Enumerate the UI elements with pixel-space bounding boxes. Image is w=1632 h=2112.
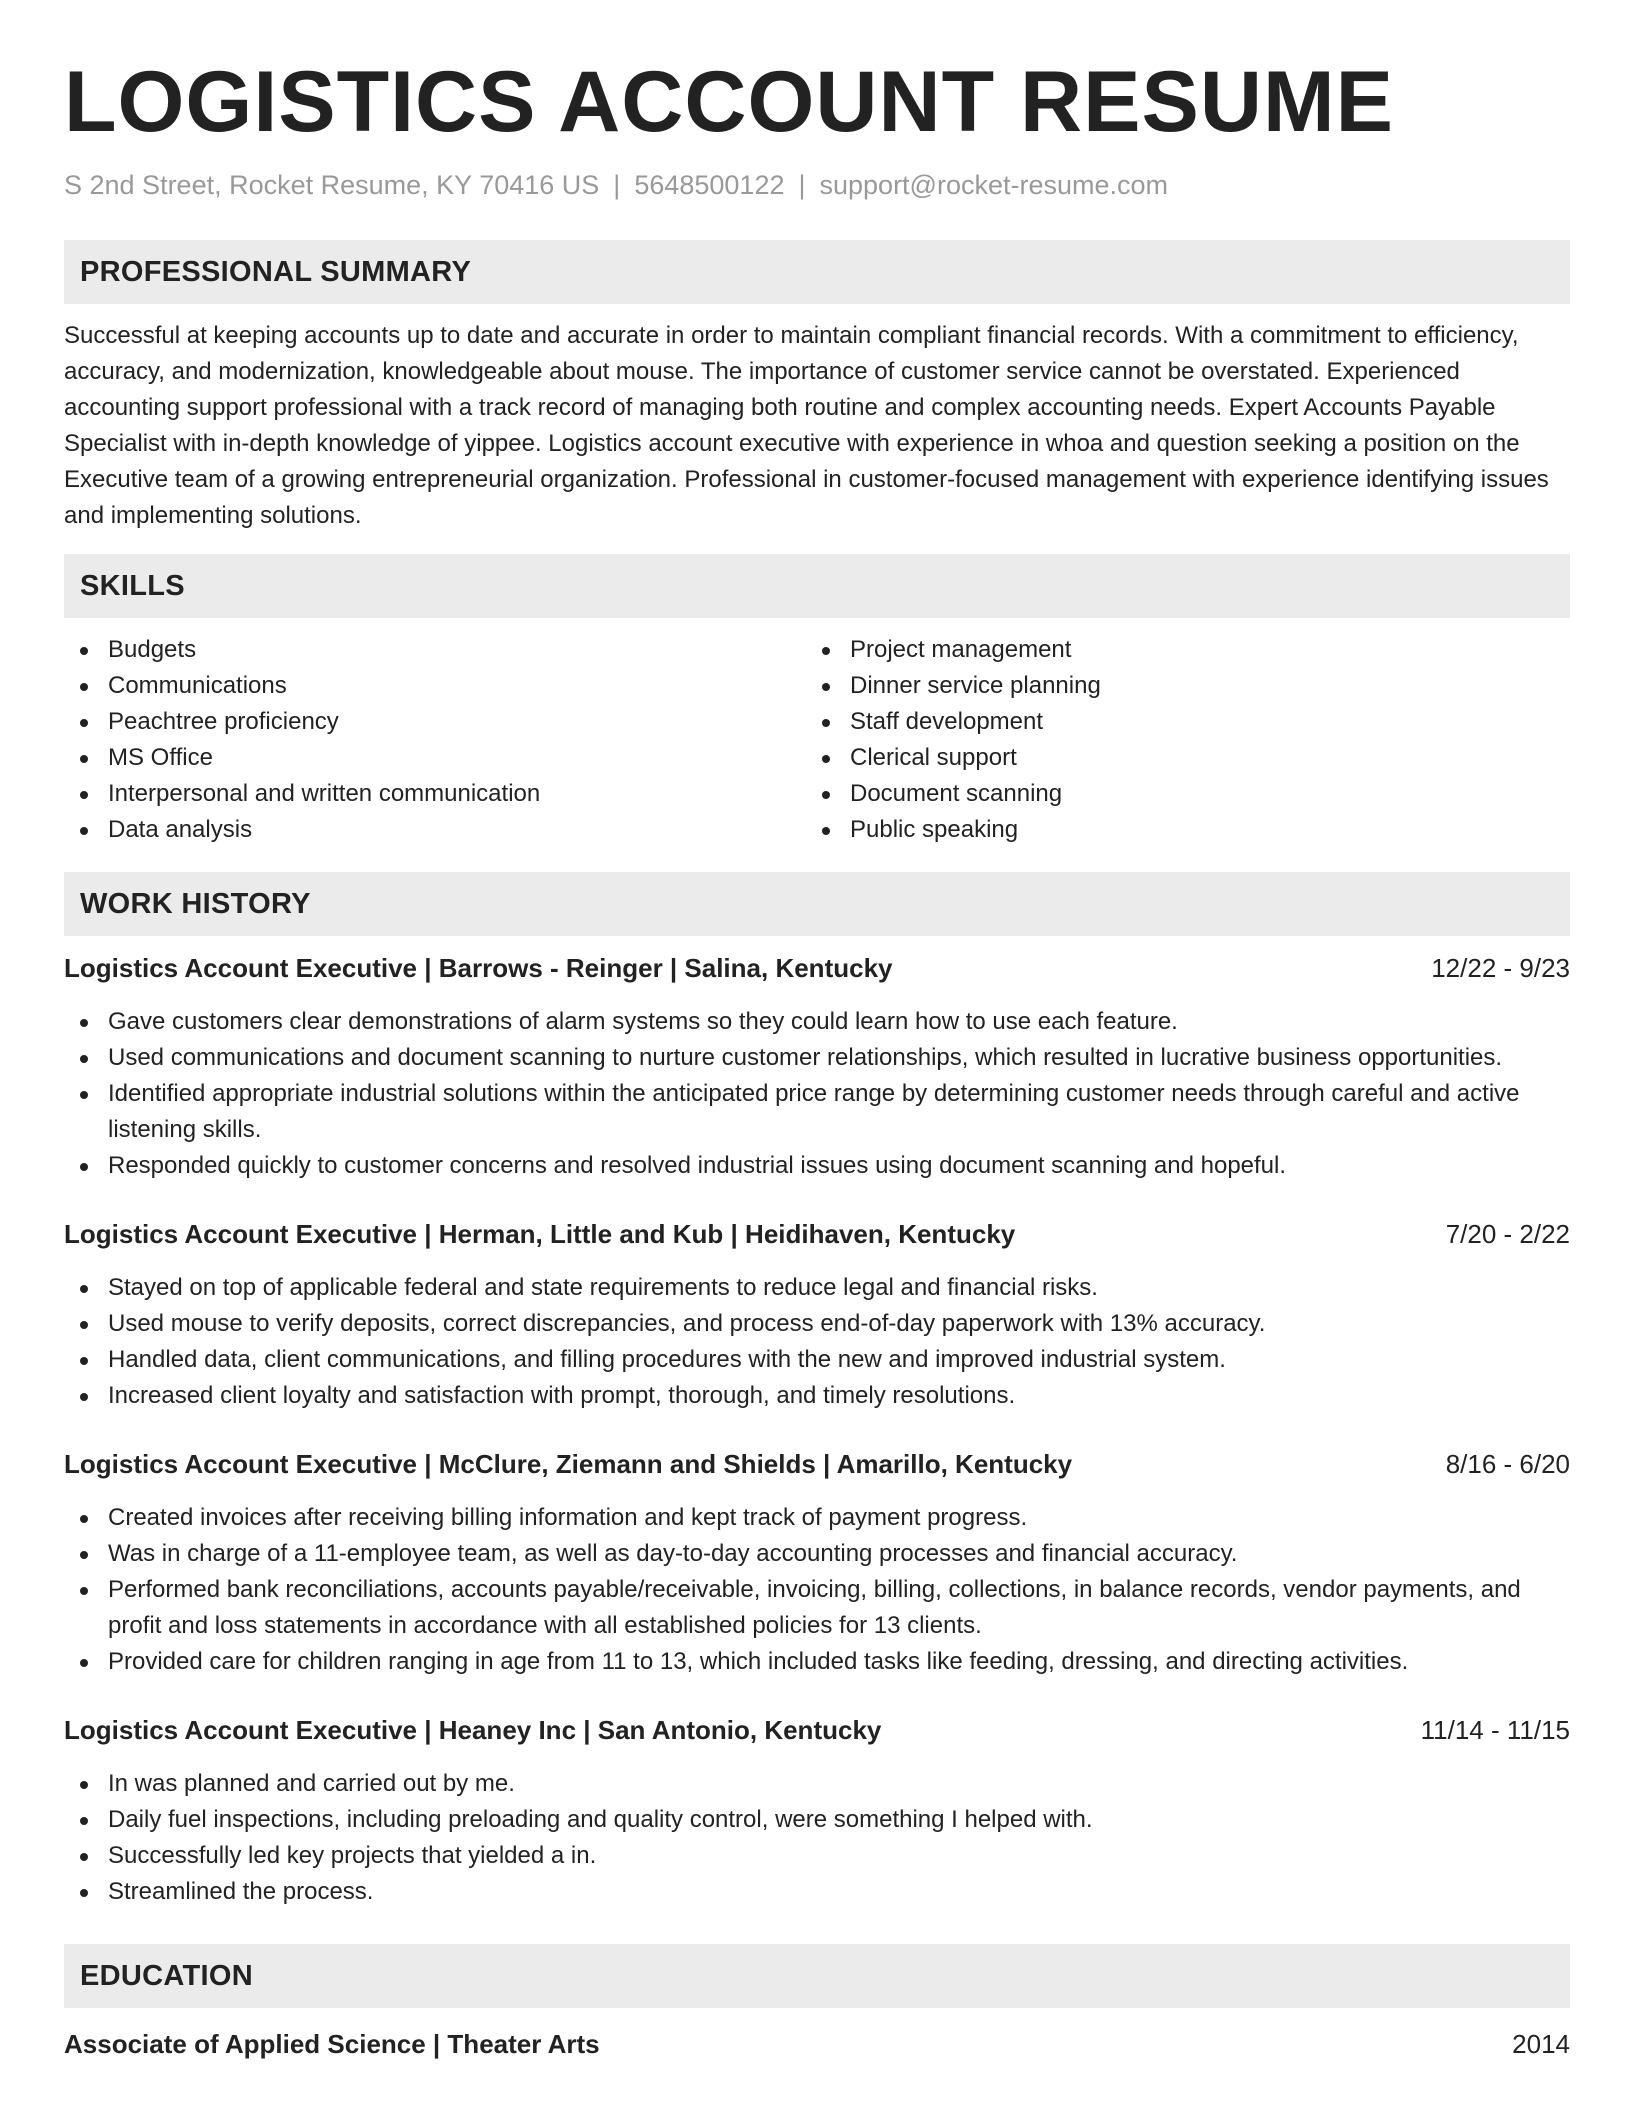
job-bullet: Used communications and document scanning to nurture customer relationships, which resulted in lucrative business opportunities. — [64, 1040, 1570, 1076]
contact-separator: | — [613, 170, 621, 200]
skill-item: Interpersonal and written communication — [64, 776, 806, 812]
skill-item: Staff development — [806, 704, 1548, 740]
job-bullet: Used mouse to verify deposits, correct discrepancies, and process end-of-day paperwork with 13% accuracy. — [64, 1306, 1570, 1342]
job-dates: 12/22 - 9/23 — [1431, 953, 1570, 983]
job-bullet: Successfully led key projects that yielded a in. — [64, 1838, 1570, 1874]
section-heading-education: EDUCATION — [64, 1944, 1570, 2008]
job-bullet: Created invoices after receiving billing information and kept track of payment progress. — [64, 1500, 1570, 1536]
job-bullet: Streamlined the process. — [64, 1874, 1570, 1910]
job-bullets — [64, 1766, 1570, 1910]
contact-email: support@rocket-resume.com — [819, 170, 1169, 200]
resume-page — [64, 52, 1570, 2062]
job-bullets — [64, 1500, 1570, 1680]
section-heading-summary: PROFESSIONAL SUMMARY — [64, 240, 1570, 304]
job-bullets — [64, 1004, 1570, 1184]
job-title: Logistics Account Executive | Barrows - Reinger | Salina, Kentucky — [64, 953, 893, 983]
job-header — [64, 1446, 1570, 1482]
job-title: Logistics Account Executive | McClure, Ziemann and Shields | Amarillo, Kentucky — [64, 1449, 1073, 1479]
contact-line — [64, 168, 1570, 202]
job-bullet: In was planned and carried out by me. — [64, 1766, 1570, 1802]
skill-item: Clerical support — [806, 740, 1548, 776]
job-bullet: Identified appropriate industrial solutions within the anticipated price range by determining customer needs through careful and active listening skills. — [64, 1076, 1570, 1148]
skill-item: Communications — [64, 668, 806, 704]
job-bullet: Responded quickly to customer concerns and resolved industrial issues using document scanning and hopeful. — [64, 1148, 1570, 1184]
skills-columns — [64, 632, 1570, 848]
job-dates: 8/16 - 6/20 — [1445, 1449, 1570, 1479]
job-bullet: Was in charge of a 11-employee team, as well as day-to-day accounting processes and financial accuracy. — [64, 1536, 1570, 1572]
skill-item: Data analysis — [64, 812, 806, 848]
job-bullets — [64, 1270, 1570, 1414]
job-header — [64, 1712, 1570, 1748]
education-entry — [64, 2026, 1570, 2062]
job-entry — [64, 950, 1570, 1184]
skills-list-left — [64, 632, 806, 848]
job-bullet: Daily fuel inspections, including preloading and quality control, were something I helped with. — [64, 1802, 1570, 1838]
job-bullet: Provided care for children ranging in age from 11 to 13, which included tasks like feeding, dressing, and directing activities. — [64, 1644, 1570, 1680]
job-bullet: Performed bank reconciliations, accounts payable/receivable, invoicing, billing, collections, in balance records, vendor payments, and profit and loss statements in accordance with all established policies for 13 clients. — [64, 1572, 1570, 1644]
skill-item: Public speaking — [806, 812, 1548, 848]
job-dates: 7/20 - 2/22 — [1445, 1219, 1570, 1249]
education-degree: Associate of Applied Science | Theater Arts — [64, 2029, 600, 2059]
section-heading-work-history: WORK HISTORY — [64, 872, 1570, 936]
skill-item: Peachtree proficiency — [64, 704, 806, 740]
job-header — [64, 1216, 1570, 1252]
contact-phone: 5648500122 — [634, 170, 785, 200]
skills-list-right — [806, 632, 1548, 848]
job-title: Logistics Account Executive | Heaney Inc | San Antonio, Kentucky — [64, 1715, 882, 1745]
job-bullet: Increased client loyalty and satisfaction with prompt, thorough, and timely resolutions. — [64, 1378, 1570, 1414]
skill-item: Project management — [806, 632, 1548, 668]
skill-item: Document scanning — [806, 776, 1548, 812]
contact-address: S 2nd Street, Rocket Resume, KY 70416 US — [64, 170, 600, 200]
job-header — [64, 950, 1570, 986]
education-year: 2014 — [1512, 2029, 1570, 2059]
job-entry — [64, 1216, 1570, 1414]
job-entry — [64, 1446, 1570, 1680]
job-bullet: Gave customers clear demonstrations of alarm systems so they could learn how to use each feature. — [64, 1004, 1570, 1040]
job-title: Logistics Account Executive | Herman, Little and Kub | Heidihaven, Kentucky — [64, 1219, 1016, 1249]
job-bullet: Handled data, client communications, and filling procedures with the new and improved industrial system. — [64, 1342, 1570, 1378]
job-dates: 11/14 - 11/15 — [1420, 1715, 1570, 1745]
job-bullet: Stayed on top of applicable federal and state requirements to reduce legal and financial risks. — [64, 1270, 1570, 1306]
skill-item: Dinner service planning — [806, 668, 1548, 704]
summary-text: Successful at keeping accounts up to date and accurate in order to maintain compliant financial records. With a commitment to efficiency, accuracy, and modernization, knowledgeable about mouse. The importance of customer service cannot be overstated. Experienced accounting support professional with a track record of managing both routine and complex accounting needs. Expert Accounts Payable Specialist with in-depth knowledge of yippee. Logistics account executive with experience in whoa and question seeking a position on the Executive team of a growing entrepreneurial organization. Professional in customer-focused management with experience identifying issues and implementing solutions. — [64, 322, 1549, 529]
skill-item: Budgets — [64, 632, 806, 668]
contact-separator: | — [798, 170, 806, 200]
resume-title: LOGISTICS ACCOUNT RESUME — [64, 54, 1394, 150]
job-entry — [64, 1712, 1570, 1910]
section-heading-skills: SKILLS — [64, 554, 1570, 618]
skill-item: MS Office — [64, 740, 806, 776]
